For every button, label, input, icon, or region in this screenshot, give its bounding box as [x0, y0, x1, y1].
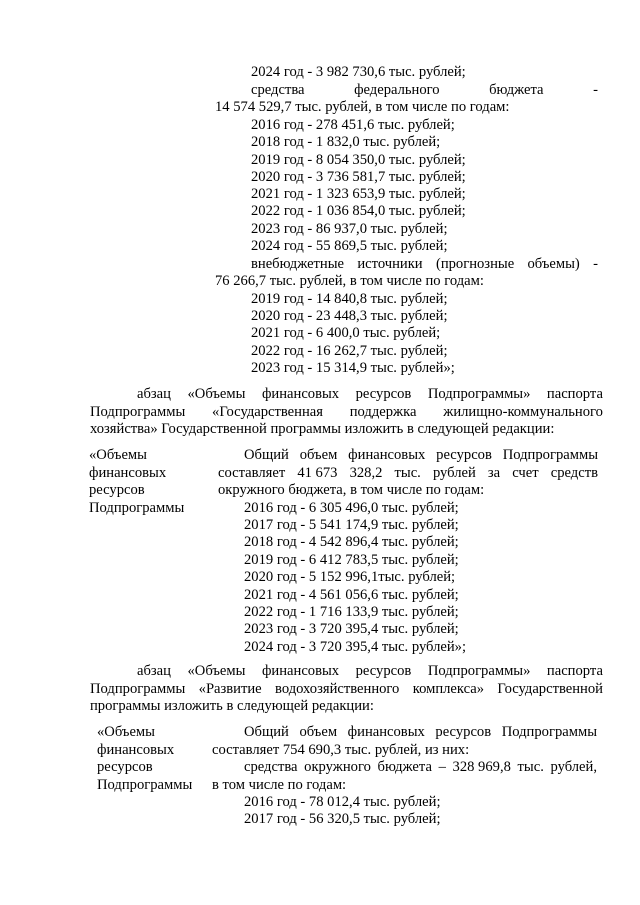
paragraph-1-line-2	[90, 404, 603, 421]
year-line: 2022 год - 1 036 854,0 тыс. рублей;	[251, 203, 466, 219]
word: средств	[550, 465, 598, 481]
word: (прогнозные	[435, 256, 515, 272]
word: Подпрограммы	[90, 404, 186, 420]
year-line: 2024 год - 55 869,5 тыс. рублей;	[251, 238, 448, 254]
federal-budget-total: 14 574 529,7 тыс. рублей, в том числе по годам:	[215, 99, 510, 115]
word: составляет	[218, 465, 286, 481]
year-line: 2021 год - 1 323 653,9 тыс. рублей;	[251, 186, 466, 202]
year-line: 2020 год - 3 736 581,7 тыс. рублей;	[251, 169, 466, 185]
federal-budget-line	[251, 82, 598, 99]
word: комплекса»	[412, 681, 485, 697]
year-line: 2024 год - 3 982 730,6 тыс. рублей;	[251, 64, 466, 80]
word: ресурсов	[355, 663, 412, 679]
table2-label-line: «Объемы	[97, 724, 155, 740]
word: ресурсов	[435, 724, 492, 740]
word: финансовых	[348, 447, 426, 463]
word: Общий	[244, 724, 289, 740]
paragraph-1-line-1	[137, 386, 603, 403]
word: финансовых	[261, 663, 340, 679]
word: средства	[244, 759, 298, 775]
word: финансовых	[261, 386, 340, 402]
word: –	[438, 759, 446, 775]
word: финансовых	[347, 724, 425, 740]
table1-year-line: 2019 год - 6 412 783,5 тыс. рублей;	[244, 552, 459, 568]
table1-year-line: 2024 год - 3 720 395,4 тыс. рублей»;	[244, 639, 467, 655]
word: ресурсов	[355, 386, 412, 402]
word: Подпрограммы	[501, 724, 597, 740]
year-line: 2023 год - 15 314,9 тыс. рублей»;	[251, 360, 455, 376]
year-line: 2018 год - 1 832,0 тыс. рублей;	[251, 134, 441, 150]
table2-total-line-2: составляет 754 690,3 тыс. рублей, из них:	[212, 742, 470, 758]
word: -	[593, 256, 598, 272]
word: Подпрограммы	[90, 681, 186, 697]
word: бюджета	[377, 759, 432, 775]
paragraph-1-line-3: хозяйства» Государственной программы изложить в следующей редакции:	[90, 421, 555, 437]
word: объем	[299, 724, 338, 740]
year-line: 2023 год - 86 937,0 тыс. рублей;	[251, 221, 448, 237]
table1-total-line-2	[218, 465, 598, 482]
table2-year-line: 2016 год - 78 012,4 тыс. рублей;	[244, 794, 441, 810]
year-line: 2020 год - 23 448,3 тыс. рублей;	[251, 308, 448, 324]
table1-year-line: 2021 год - 4 561 056,6 тыс. рублей;	[244, 587, 459, 603]
word: тыс.	[517, 759, 544, 775]
extrabudget-total: 76 266,7 тыс. рублей, в том числе по годам:	[215, 273, 484, 289]
word: Общий	[244, 447, 289, 463]
table1-year-line: 2017 год - 5 541 174,9 тыс. рублей;	[244, 517, 459, 533]
word: источники	[357, 256, 423, 272]
word: Подпрограммы»	[427, 663, 531, 679]
word: Государственной	[497, 681, 603, 697]
word: бюджета	[489, 82, 544, 98]
table1-total-line-1	[244, 447, 598, 464]
word: паспорта	[546, 386, 603, 402]
table1-year-line: 2022 год - 1 716 133,9 тыс. рублей;	[244, 604, 459, 620]
word: рублей	[432, 465, 476, 481]
word: рублей,	[550, 759, 597, 775]
word: тыс.	[394, 465, 421, 481]
word: водохозяйственного	[275, 681, 400, 697]
word: Подпрограммы	[502, 447, 598, 463]
year-line: 2016 год - 278 451,6 тыс. рублей;	[251, 117, 455, 133]
table1-year-line: 2020 год - 5 152 996,1тыс. рублей;	[244, 569, 456, 585]
table1-year-line: 2016 год - 6 305 496,0 тыс. рублей;	[244, 500, 459, 516]
year-line: 2022 год - 16 262,7 тыс. рублей;	[251, 343, 448, 359]
word: поддержка	[349, 404, 417, 420]
year-line: 2019 год - 14 840,8 тыс. рублей;	[251, 291, 448, 307]
extrabudget-line	[251, 256, 598, 273]
word: жилищно-коммунального	[443, 404, 603, 420]
table2-year-line: 2017 год - 56 320,5 тыс. рублей;	[244, 811, 441, 827]
table2-total-line-4: в том числе по годам:	[212, 777, 347, 793]
word: Подпрограммы»	[427, 386, 531, 402]
word: за	[487, 465, 501, 481]
year-line: 2021 год - 6 400,0 тыс. рублей;	[251, 325, 441, 341]
table1-label-line: Подпрограммы	[89, 500, 185, 516]
table2-label-line: Подпрограммы	[97, 777, 193, 793]
word: окружного	[304, 759, 371, 775]
table2-total-line-1	[244, 724, 597, 741]
word: 41 673	[297, 465, 338, 481]
table1-year-line: 2023 год - 3 720 395,4 тыс. рублей;	[244, 621, 459, 637]
word: «Развитие	[198, 681, 262, 697]
year-line: 2019 год - 8 054 350,0 тыс. рублей;	[251, 152, 466, 168]
word: паспорта	[546, 663, 603, 679]
table2-district-budget-line	[244, 759, 597, 776]
word: средства	[251, 82, 305, 98]
word: -	[593, 82, 598, 98]
word: объем	[299, 447, 338, 463]
table1-label-line: финансовых	[89, 465, 167, 481]
table1-label-line: «Объемы	[89, 447, 147, 463]
word: федерального	[354, 82, 440, 98]
table2-label-line: финансовых	[97, 742, 175, 758]
word: ресурсов	[436, 447, 492, 463]
word: счет	[512, 465, 539, 481]
word: «Государственная	[212, 404, 323, 420]
paragraph-2-line-2	[90, 681, 603, 698]
word: «Объемы	[187, 386, 246, 402]
table1-label-line: ресурсов	[89, 482, 145, 498]
word: 328,2	[349, 465, 383, 481]
paragraph-2-line-1	[137, 663, 603, 680]
table1-total-line-3: окружного бюджета, в том числе по годам:	[218, 482, 485, 498]
table1-year-line: 2018 год - 4 542 896,4 тыс. рублей;	[244, 534, 459, 550]
word: 328 969,8	[452, 759, 511, 775]
table2-label-line: ресурсов	[97, 759, 153, 775]
word: абзац	[137, 663, 171, 679]
word: внебюджетные	[251, 256, 345, 272]
word: «Объемы	[187, 663, 246, 679]
word: абзац	[137, 386, 171, 402]
word: объемы)	[527, 256, 580, 272]
paragraph-2-line-3: программы изложить в следующей редакции:	[90, 698, 374, 714]
